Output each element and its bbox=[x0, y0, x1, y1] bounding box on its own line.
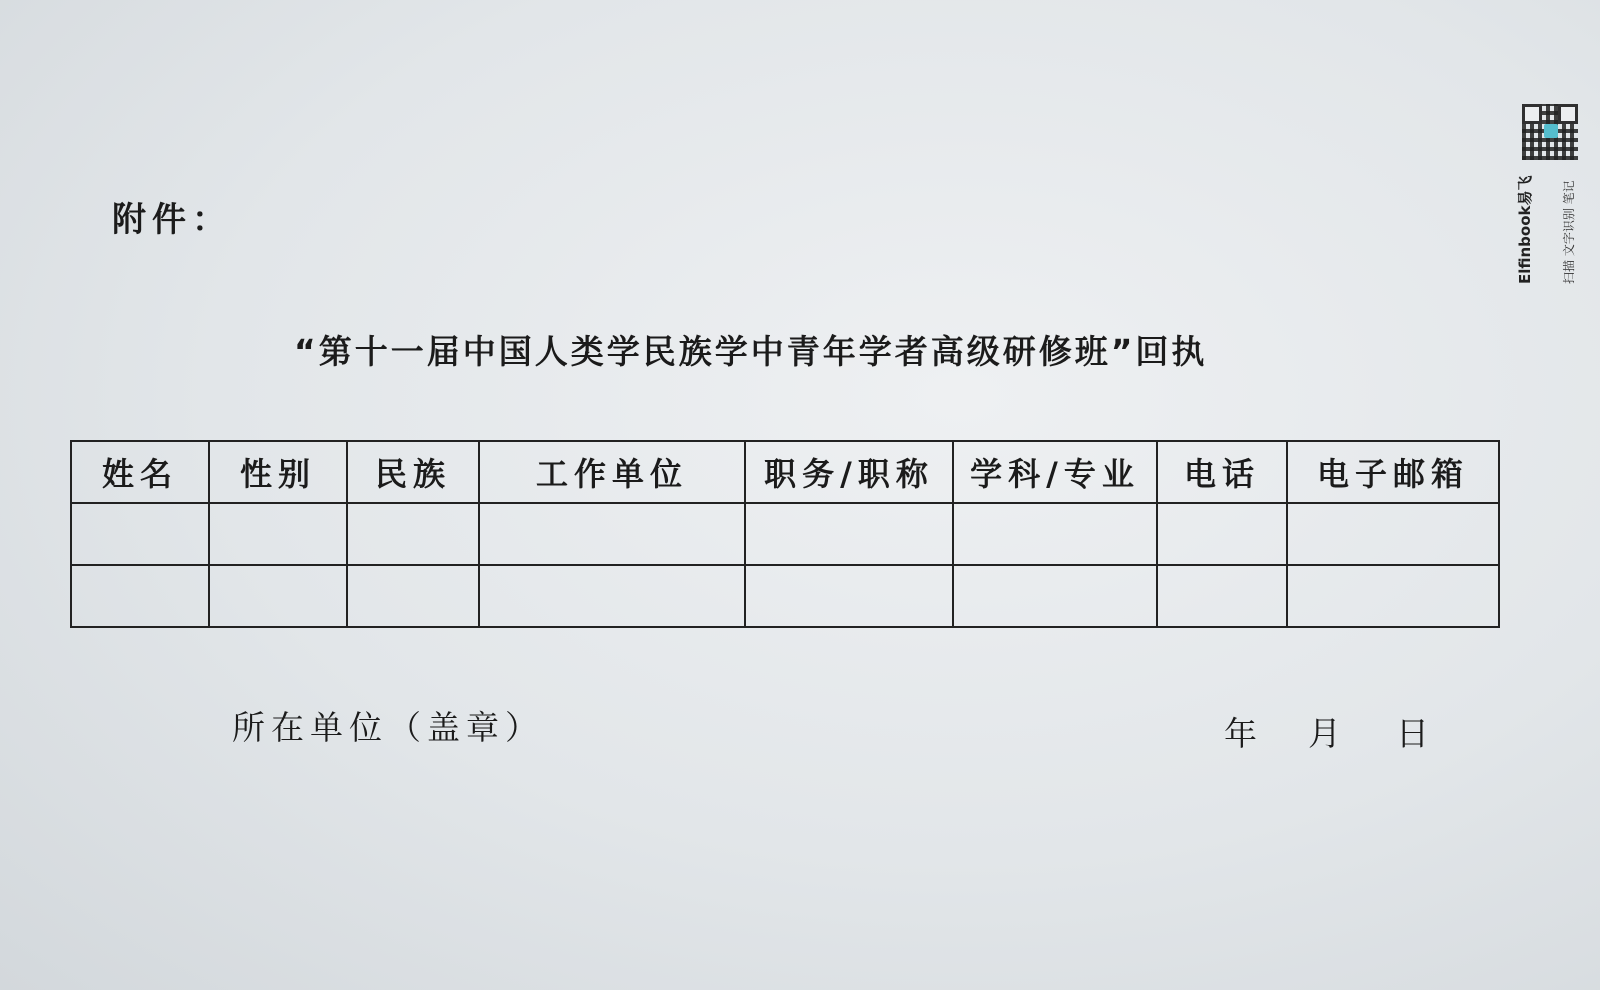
attachment-label: 附件： bbox=[112, 200, 232, 240]
table-row bbox=[71, 503, 1499, 565]
table-cell[interactable] bbox=[1287, 503, 1499, 565]
table-header-row bbox=[71, 441, 1499, 503]
header-email: 电子邮箱 bbox=[1287, 441, 1499, 503]
table-cell[interactable] bbox=[347, 565, 479, 627]
document-title: “第十一届中国人类学民族学中青年学者高级研修班”回执 bbox=[294, 332, 1208, 371]
date-month-label: 月 bbox=[1308, 714, 1341, 753]
header-gender: 性别 bbox=[209, 441, 347, 503]
header-work-unit: 工作单位 bbox=[479, 441, 745, 503]
table-cell[interactable] bbox=[479, 565, 745, 627]
table-cell[interactable] bbox=[71, 503, 209, 565]
table-cell[interactable] bbox=[953, 503, 1157, 565]
header-position-title: 职务/职称 bbox=[745, 441, 953, 503]
table-cell[interactable] bbox=[745, 503, 953, 565]
table-cell[interactable] bbox=[209, 565, 347, 627]
header-ethnicity: 民族 bbox=[347, 441, 479, 503]
header-name: 姓名 bbox=[71, 441, 209, 503]
date-day-label: 日 bbox=[1396, 714, 1429, 753]
header-phone: 电话 bbox=[1157, 441, 1287, 503]
watermark-brand: Elfinbook易飞 bbox=[1516, 175, 1534, 284]
table-row bbox=[71, 565, 1499, 627]
table-cell[interactable] bbox=[347, 503, 479, 565]
unit-seal-label: 所在单位（盖章） bbox=[232, 708, 544, 747]
date-year-label: 年 bbox=[1224, 714, 1257, 753]
scanner-watermark bbox=[1510, 104, 1590, 294]
table-cell[interactable] bbox=[1157, 503, 1287, 565]
header-discipline-major: 学科/专业 bbox=[953, 441, 1157, 503]
table-cell[interactable] bbox=[953, 565, 1157, 627]
table-cell[interactable] bbox=[1287, 565, 1499, 627]
table-cell[interactable] bbox=[1157, 565, 1287, 627]
watermark-subtitle: 扫描 文字识别 笔记 bbox=[1562, 180, 1576, 284]
receipt-form-table bbox=[70, 440, 1500, 628]
qr-code-icon bbox=[1522, 104, 1578, 160]
table-cell[interactable] bbox=[479, 503, 745, 565]
table-cell[interactable] bbox=[71, 565, 209, 627]
table-cell[interactable] bbox=[209, 503, 347, 565]
table-cell[interactable] bbox=[745, 565, 953, 627]
qr-logo-icon bbox=[1544, 124, 1558, 138]
